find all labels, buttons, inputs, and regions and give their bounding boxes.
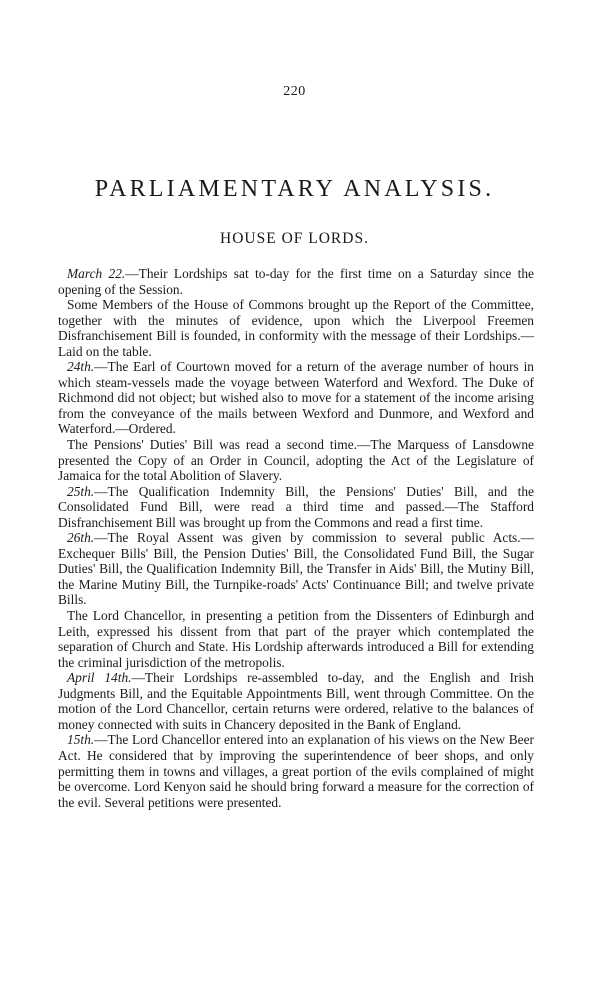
- paragraph: [58, 437, 534, 484]
- page-number: 220: [283, 84, 306, 99]
- paragraph: [58, 484, 534, 531]
- entry-date: 25th.: [67, 483, 95, 499]
- paragraph-text: —Their Lordships sat to-day for the first time on a Saturday since the opening of the Session.: [58, 266, 534, 297]
- paragraph: [58, 297, 534, 359]
- entry-date: March 22.: [67, 266, 126, 281]
- paragraph-text: —The Lord Chancellor entered into an explanation of his views on the New Beer Act. He considered that by improving the superintendence of beer shops, and only permitting them in towns and villages, a great portion of the evils complained of might be overcome. Lord Kenyon said he should bring forward a measure for the correction of the evil. Several petitions were presented.: [58, 732, 534, 810]
- paragraph-text: —Their Lordships re-assembled to-day, and the English and Irish Judgments Bill, and the Equitable Appointments Bill, went through Committee. On the motion of the Lord Chancellor, certain returns were ordered, relative to the balances of money connected with suits in Chancery deposited in the Bank of England.: [58, 670, 534, 732]
- paragraph: [58, 530, 534, 608]
- paragraph: [58, 670, 534, 732]
- body-text: [58, 266, 534, 810]
- paragraph: [58, 732, 534, 810]
- entry-date: 24th.: [67, 359, 95, 375]
- paragraph-text: Some Members of the House of Commons brought up the Report of the Committee, together with the minutes of evidence, upon which the Liverpool Freemen Disfranchisement Bill is founded, in conformity with the message of their Lordships.—Laid on the table.: [58, 297, 534, 359]
- paragraph-text: —The Earl of Courtown moved for a return of the average number of hours in which steam-vessels made the voyage between Waterford and Wexford. The Duke of Richmond did not object; but wished also to move for a statement of the income arising from the conveyance of the mails between Wexford and Dunmore, and Wexford and Waterford.—Ordered.: [58, 359, 534, 437]
- entry-date: 15th.: [67, 732, 95, 748]
- entry-date: 26th.: [67, 530, 95, 546]
- page-title: PARLIAMENTARY ANALYSIS.: [94, 176, 495, 202]
- paragraph-text: —The Royal Assent was given by commission to several public Acts.—Exchequer Bills' Bill, the Pension Duties' Bill, the Consolidated Fund Bill, the Sugar Duties' Bill, the Qualification Indemnity Bill, the Transfer in Aids' Bill, the Mutiny Bill, the Marine Mutiny Bill, the Turnpike-roads' Acts' Continuance Bill; and twelve private Bills.: [58, 530, 534, 608]
- entry-date: April 14th.: [67, 670, 132, 686]
- section-heading: HOUSE OF LORDS.: [220, 230, 369, 247]
- paragraph-text: The Pensions' Duties' Bill was read a second time.—The Marquess of Lansdowne presented the Copy of an Order in Council, adopting the Act of the Legislature of Jamaica for the total Abolition of Slavery.: [58, 437, 534, 484]
- paragraph-text: The Lord Chancellor, in presenting a petition from the Dissenters of Edinburgh and Leith, expressed his dissent from that part of the prayer which contemplated the separation of Church and State. His Lordship afterwards introduced a Bill for extending the criminal jurisdiction of the metropolis.: [58, 608, 534, 670]
- paragraph-text: —The Qualification Indemnity Bill, the Pensions' Duties' Bill, and the Consolidated Fund Bill, were read a third time and passed.—The Stafford Disfranchisement Bill was brought up from the Commons and read a first time.: [58, 483, 534, 530]
- paragraph: [58, 359, 534, 437]
- paragraph: [58, 608, 534, 670]
- paragraph: [58, 266, 534, 297]
